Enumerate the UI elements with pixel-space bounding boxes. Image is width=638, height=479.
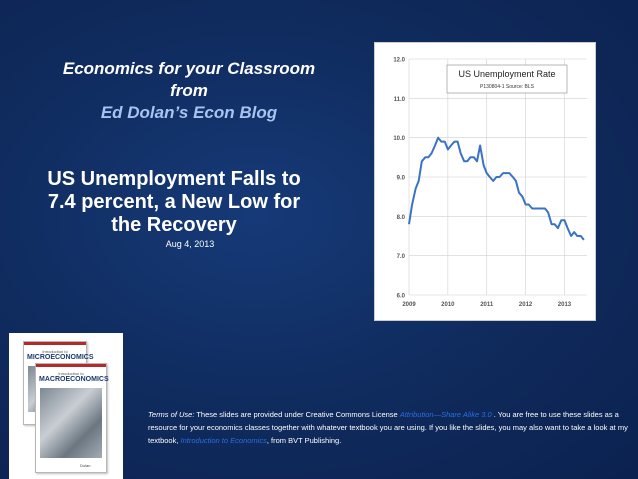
textbook-link[interactable]: Introduction to Economics	[180, 436, 267, 445]
terms-of-use	[148, 408, 628, 447]
chart-y-tick-label: 8.0	[396, 214, 405, 221]
book-title-micro: MICROECONOMICS	[27, 354, 94, 361]
slide-date: Aug 4, 2013	[165, 239, 215, 249]
chart-y-tick-label: 6.0	[396, 293, 405, 300]
chart-y-tick-label: 10.0	[393, 136, 405, 143]
chart-svg	[375, 43, 597, 322]
textbook-image	[9, 333, 123, 479]
blog-header-line1: Economics for your Classroom	[62, 59, 316, 78]
book-title-macro: MACROECONOMICS	[39, 376, 109, 383]
slide-title	[0, 168, 348, 237]
book-stripe	[36, 364, 106, 367]
terms-text-2: . You are free to use these slides as a resource for your economics classes together with whatever textbook you are using. If you like the slides, you may also want to take a look at my textbook,	[148, 410, 628, 445]
slide-title-line2: 7.4 percent, a New Low for	[47, 191, 301, 213]
book-photo	[40, 388, 102, 458]
chart-subtitle: P130804-1 Source: BLS	[480, 84, 534, 90]
blog-header-line2: from	[170, 81, 208, 100]
book-stripe	[24, 342, 86, 345]
chart-title: US Unemployment Rate	[458, 69, 556, 79]
chart-x-tick-label: 2010	[441, 302, 455, 308]
chart-x-tick-label: 2012	[518, 302, 533, 308]
chart-x-tick-label: 2011	[480, 302, 494, 308]
slide-title-line1: US Unemployment Falls to	[47, 168, 301, 190]
book-cover-macro	[35, 363, 107, 473]
chart-y-tick-label: 9.0	[396, 175, 405, 182]
book-author: Dolan	[80, 463, 91, 468]
terms-text-1: These slides are provided under Creative Commons License	[194, 410, 400, 419]
license-link[interactable]: Attribution—Share Alike 3.0	[399, 410, 492, 419]
terms-text-3: , from BVT Publishing.	[266, 436, 342, 445]
blog-header-line3: Ed Dolan’s Econ Blog	[100, 103, 278, 122]
chart-series-line	[409, 138, 584, 240]
book-small-title: Introduction to	[42, 349, 68, 354]
slide-title-line3: the Recovery	[111, 214, 237, 236]
chart-y-tick-label: 11.0	[393, 96, 405, 103]
blog-header	[44, 58, 334, 124]
book-small-title: Introduction to	[58, 371, 84, 376]
chart-x-tick-label: 2009	[402, 302, 416, 308]
chart-y-tick-label: 7.0	[396, 254, 405, 261]
terms-label: Terms of Use:	[148, 410, 195, 419]
chart-y-tick-label: 12.0	[393, 57, 405, 64]
chart-ticks	[393, 58, 571, 309]
unemployment-chart	[374, 42, 596, 321]
chart-x-tick-label: 2013	[557, 302, 572, 308]
